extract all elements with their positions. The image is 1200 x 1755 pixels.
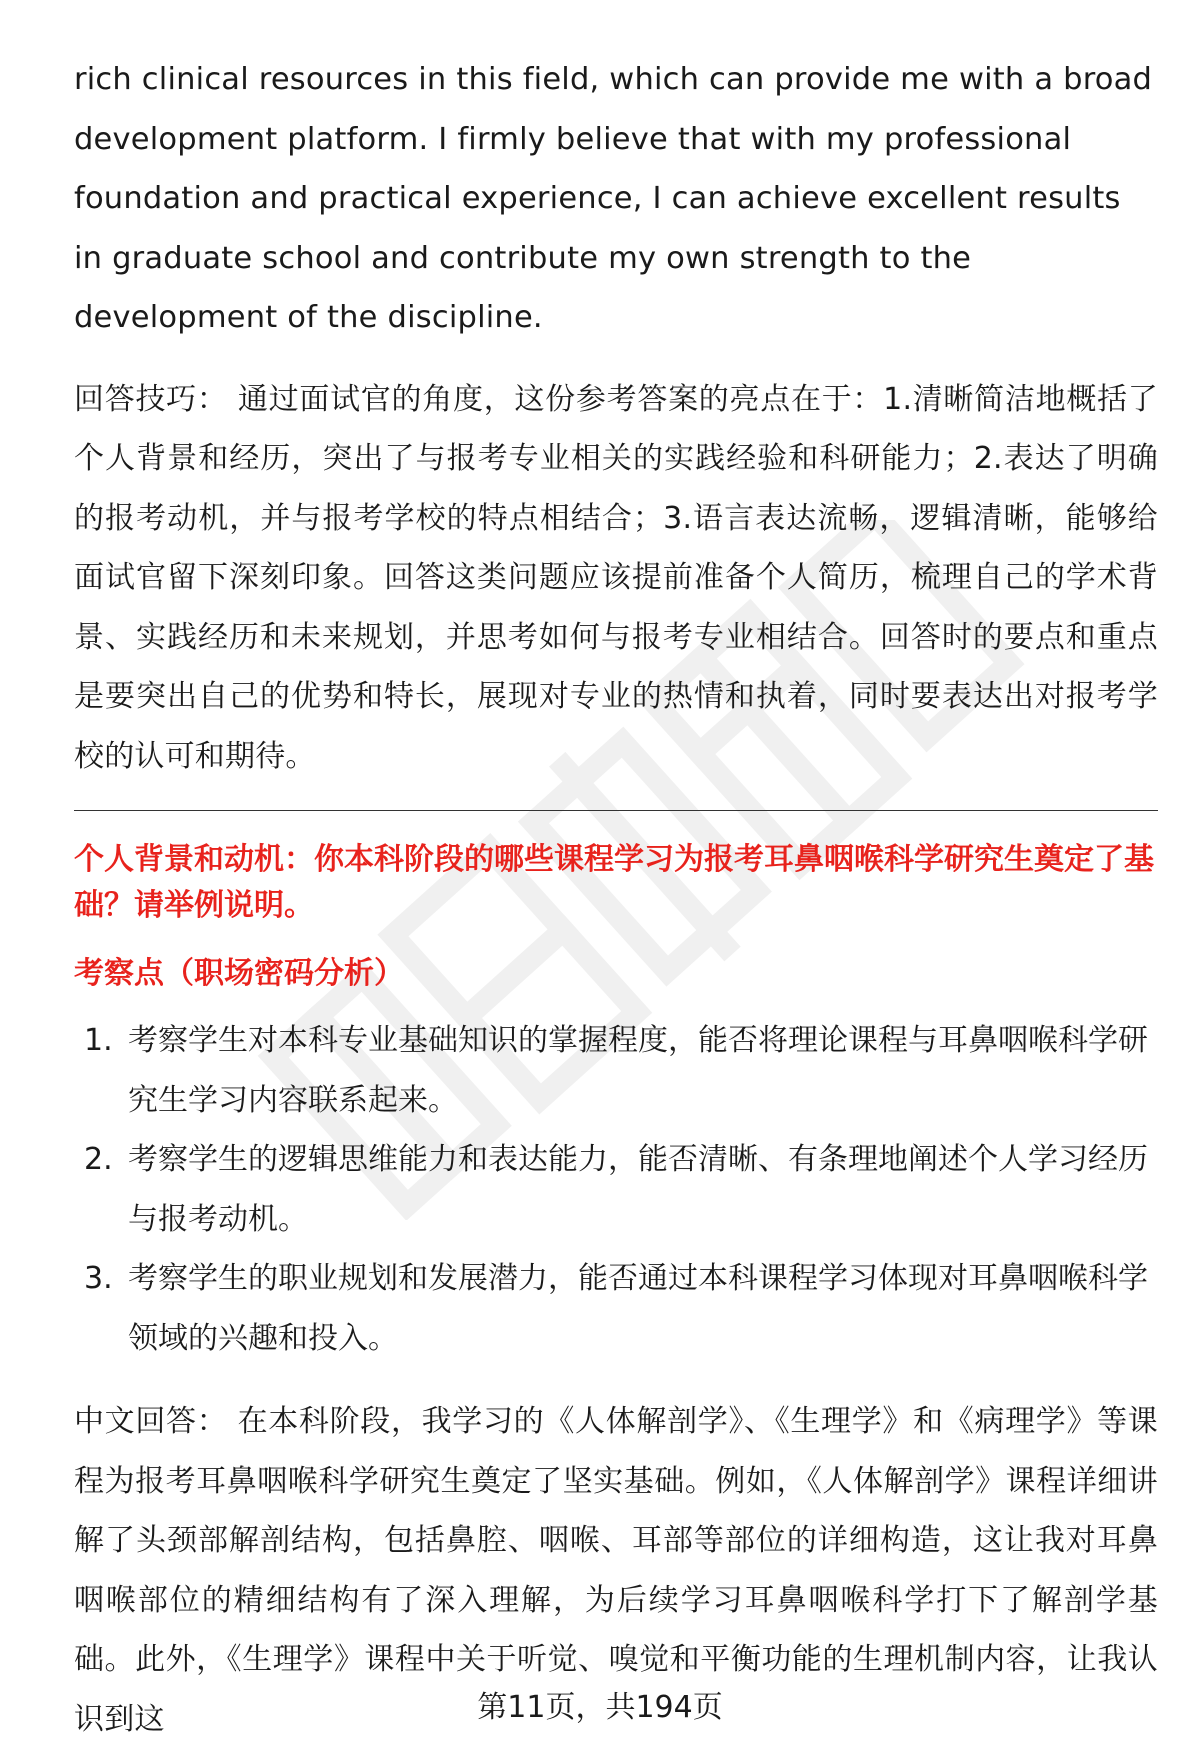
list-item xyxy=(74,1011,1158,1130)
answer-tips-paragraph: 回答技巧： 通过面试官的角度，这份参考答案的亮点在于：1.清晰简洁地概括了个人背景和经历，突出了与报考专业相关的实践经验和科研能力；2.表达了明确的报考动机，并与报考学校的特点相结合；3.语言表达流畅，逻辑清晰，能够给面试官留下深刻印象。回答这类问题应该提前准备个人简历，梳理自己的学术背景、实践经历和未来规划，并思考如何与报考专业相结合。回答时的要点和重点是要突出自己的优势和特长，展现对专业的热情和执着，同时要表达出对报考学校的认可和期待。 xyxy=(74,381,1158,774)
intro-paragraph: rich clinical resources in this field, which can provide me with a broad development platform. I firmly believe that with my professional foundation and practical experience, I can achieve excellent results in graduate school and contribute my own strength to the development of the discipline. xyxy=(74,62,1153,335)
list-item-number: 1. xyxy=(84,1023,113,1058)
list-item xyxy=(74,1249,1158,1368)
question-heading: 个人背景和动机：你本科阶段的哪些课程学习为报考耳鼻咽喉科学研究生奠定了基础？请举例说明。 xyxy=(74,842,1154,923)
document-page xyxy=(74,50,1158,1749)
list-item xyxy=(74,1130,1158,1249)
examination-points-heading: 考察点（职场密码分析） xyxy=(74,956,404,991)
chinese-answer-paragraph: 中文回答： 在本科阶段，我学习的《人体解剖学》、《生理学》和《病理学》等课程为报考耳鼻咽喉科学研究生奠定了坚实基础。例如，《人体解剖学》课程详细讲解了头颈部解剖结构，包括鼻腔、咽喉、耳部等部位的详细构造，这让我对耳鼻咽喉部位的精细结构有了深入理解，为后续学习耳鼻咽喉科学打下了解剖学基础。此外，《生理学》课程中关于听觉、嗅觉和平衡功能的生理机制内容，让我认识到这 xyxy=(74,1404,1158,1737)
page-indicator: 第11页，共194页 xyxy=(477,1690,723,1725)
examination-points-list xyxy=(74,1011,1158,1368)
list-item-text: 考察学生的逻辑思维能力和表达能力，能否清晰、有条理地阐述个人学习经历与报考动机。 xyxy=(128,1142,1148,1237)
list-item-number: 3. xyxy=(84,1261,113,1296)
list-item-text: 考察学生对本科专业基础知识的掌握程度，能否将理论课程与耳鼻咽喉科学研究生学习内容联系起来。 xyxy=(128,1023,1148,1118)
list-item-number: 2. xyxy=(84,1142,113,1177)
section-divider xyxy=(74,810,1158,811)
list-item-text: 考察学生的职业规划和发展潜力，能否通过本科课程学习体现对耳鼻咽喉科学领域的兴趣和投入。 xyxy=(128,1261,1148,1356)
